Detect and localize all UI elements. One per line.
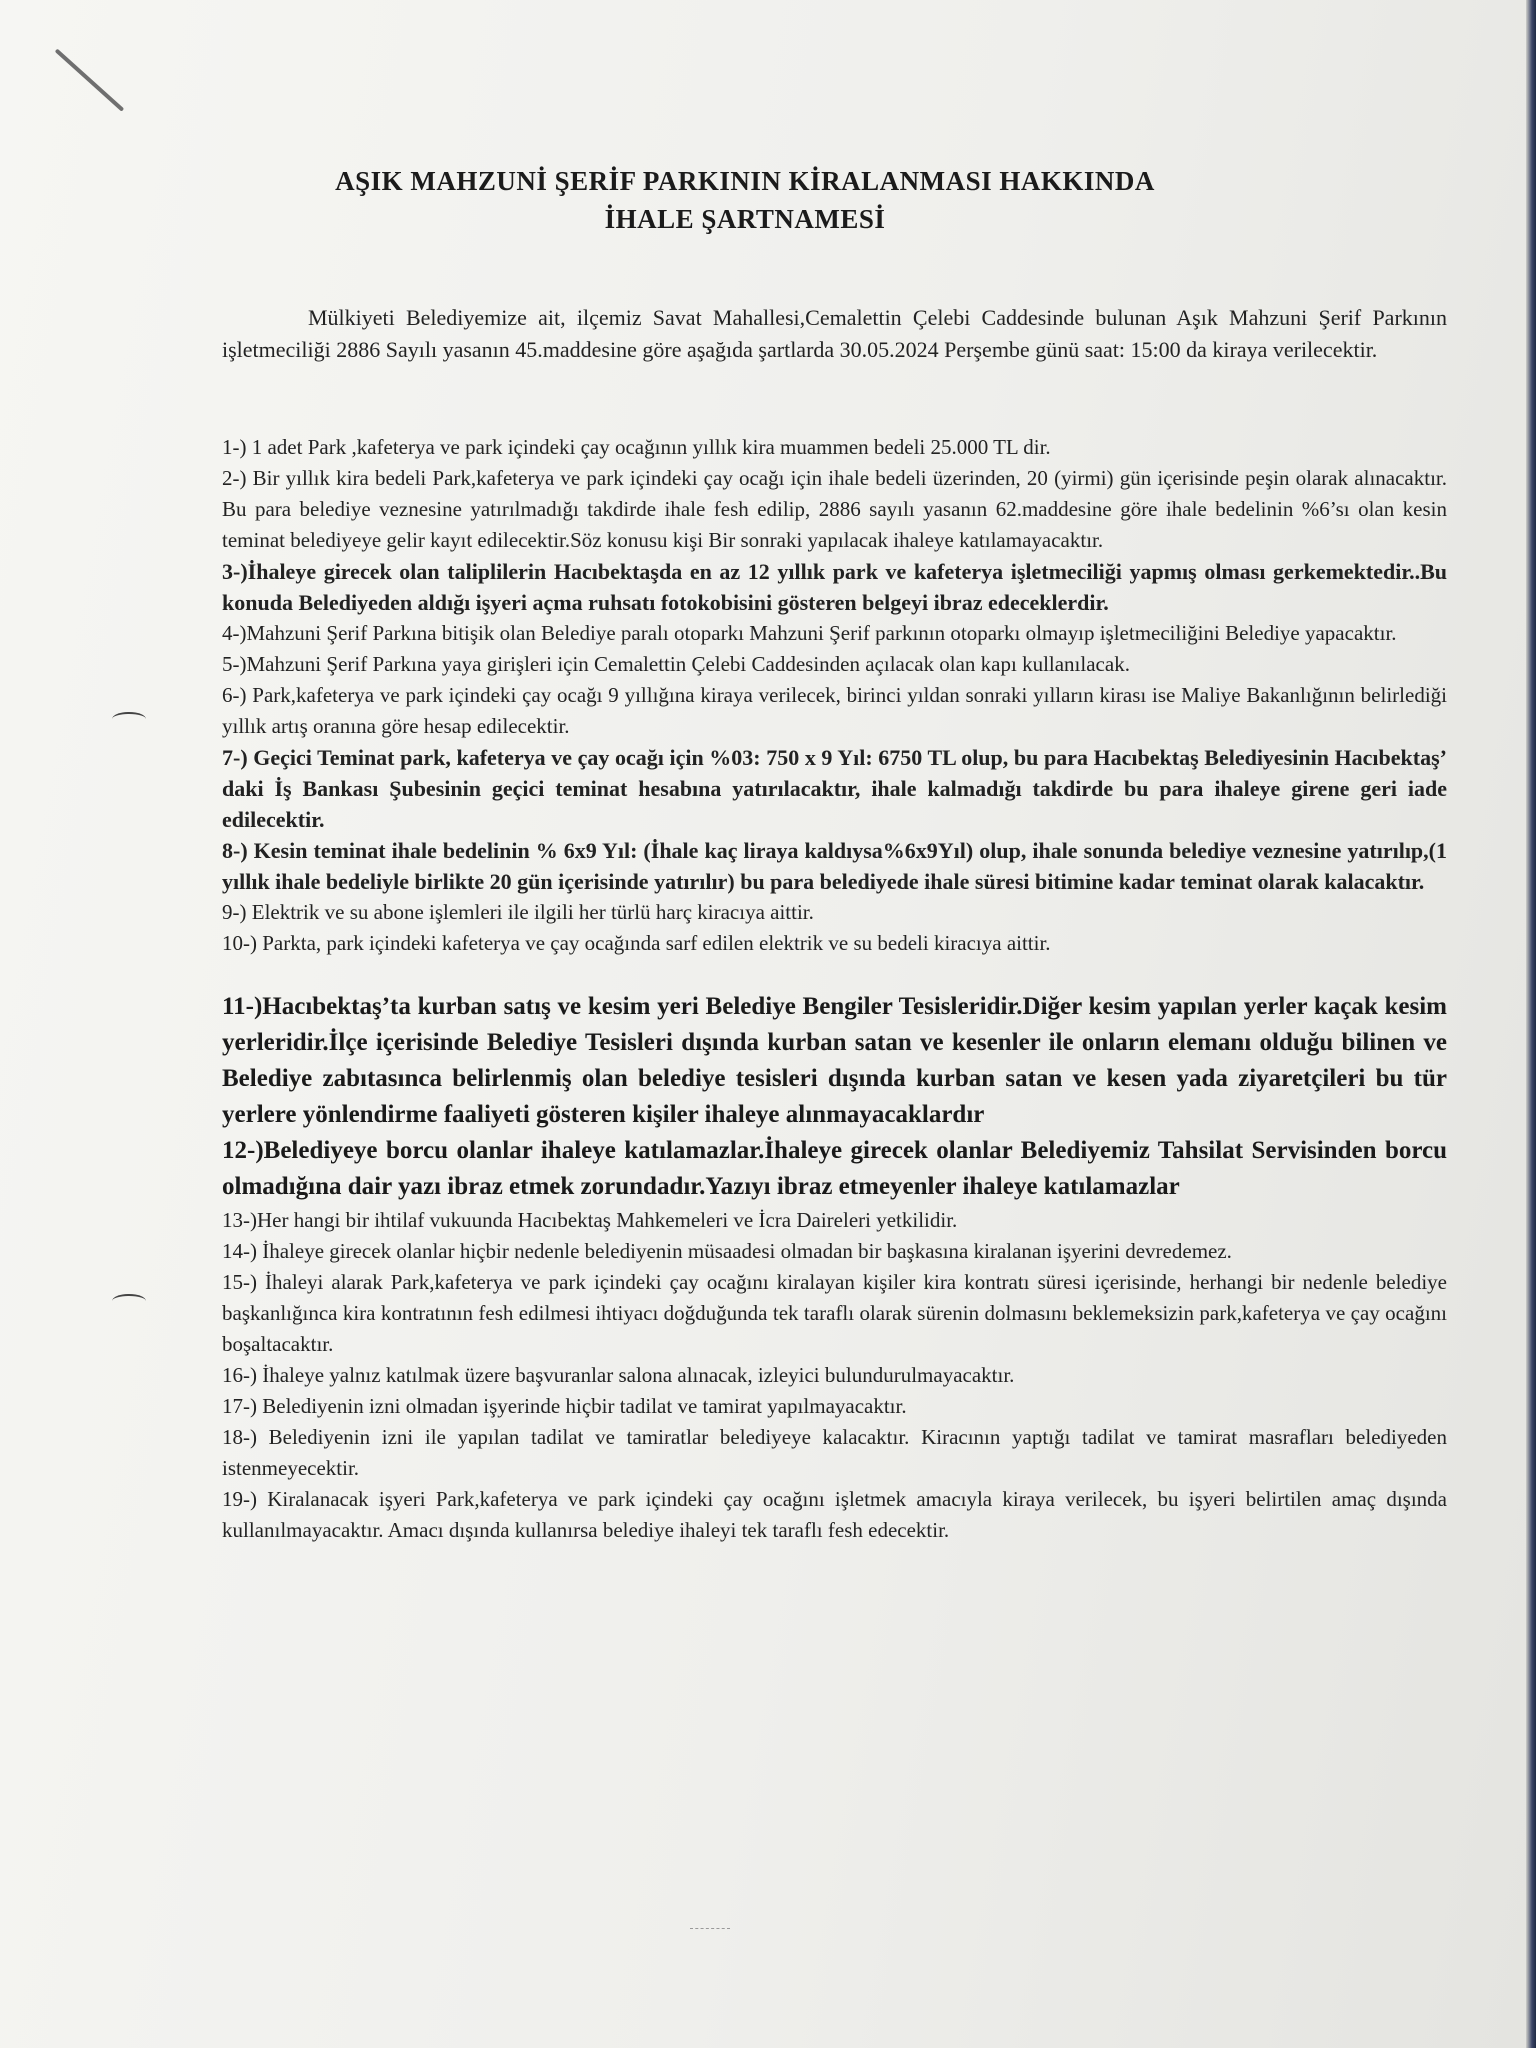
clause-10: 10-) Parkta, park içindeki kafeterya ve çay ocağında sarf edilen elektrik ve su bedeli kiracıya aittir. — [222, 931, 1051, 955]
clause-14: 14-) İhaleye girecek olanlar hiçbir nedenle belediyenin müsaadesi olmadan bir başkasına kiralanan işyerini devredemez. — [222, 1239, 1232, 1263]
clause-13: 13-)Her hangi bir ihtilaf vukuunda Hacıbektaş Mahkemeleri ve İcra Daireleri yetkilidir. — [222, 1208, 958, 1232]
clause-11: 11-)Hacıbektaş’ta kurban satış ve kesim yeri Belediye Bengiler Tesisleridir.Diğer kesim yapılan yerler kaçak kesim yerleridir.İlçe içerisinde Belediye Tesisleri dışında kurban satan ve kesenler ile onların elemanı olduğu bilinen ve Belediye zabıtasınca belirlenmiş olan belediye tesisleri dışında kurban satan ve kesen yada ziyaretçileri bu tür yerlere yönlendirme faaliyeti gösteren kişiler ihaleye alınmayacaklardır — [222, 993, 1447, 1128]
clause-1: 1-) 1 adet Park ,kafeterya ve park içindeki çay ocağının yıllık kira muammen bedeli 25.000 TL dir. — [222, 435, 1051, 459]
clause-17: 17-) Belediyenin izni olmadan işyerinde hiçbir tadilat ve tamirat yapılmayacaktır. — [222, 1394, 907, 1418]
footer-mark — [690, 1928, 730, 1929]
clause-16: 16-) İhaleye yalnız katılmak üzere başvuranlar salona alınacak, izleyici bulundurulmayacaktır. — [222, 1363, 1015, 1387]
clause-15: 15-) İhaleyi alarak Park,kafeterya ve park içindeki çay ocağını kiralayan kişiler kira kontratı süresi içerisinde, herhangi bir nedenle belediye başkanlığınca kira kontratının fesh edilmesi ihtiyacı doğduğunda tek taraflı olarak sürenin dolmasını beklemeksizin park,kafeterya ve çay ocağını boşaltacaktır. — [222, 1270, 1447, 1356]
clause-18: 18-) Belediyenin izni ile yapılan tadilat ve tamiratlar belediyeye kalacaktır. Kiracının yaptığı tadilat ve tamirat masrafları belediyeden istenmeyecektir. — [222, 1425, 1447, 1480]
clause-2: 2-) Bir yıllık kira bedeli Park,kafeterya ve park içindeki çay ocağı için ihale bedeli üzerinden, 20 (yirmi) gün içerisinde peşin olarak alınacaktır. Bu para belediye veznesine yatırılmadığı takdirde ihale fesh edilip, 2886 sayılı yasanın 62.maddesine göre ihale bedelinin %6’sı olan kesin teminat belediyeye gelir kayıt edilecektir.Söz konusu kişi Bir sonraki yapılacak ihaleye katılamayacaktır. — [222, 466, 1447, 552]
clause-9: 9-) Elektrik ve su abone işlemleri ile ilgili her türlü harç kiracıya aittir. — [222, 900, 814, 924]
punch-hole-mark — [112, 712, 146, 726]
title-line-2: İHALE ŞARTNAMESİ — [604, 204, 886, 234]
clause-19: 19-) Kiralanacak işyeri Park,kafeterya ve park içindeki çay ocağını işletmek amacıyla kiraya verilecek, bu işyeri belirtilen amaç dışında kullanılmayacaktır. Amacı dışında kullanırsa belediye ihaleyi tek taraflı fesh edecektir. — [222, 1487, 1447, 1542]
document-title — [200, 162, 1290, 238]
punch-hole-mark — [112, 1294, 146, 1308]
section-gap — [222, 959, 1447, 989]
clause-4: 4-)Mahzuni Şerif Parkına bitişik olan Belediye paralı otoparkı Mahzuni Şerif parkının otoparkı olmayıp işletmeciliğini Belediye yapacaktır. — [222, 621, 1397, 645]
intro-text: Mülkiyeti Belediyemize ait, ilçemiz Savat Mahallesi,Cemalettin Çelebi Caddesinde bulunan Aşık Mahzuni Şerif Parkının işletmeciliği 2886 Sayılı yasanın 45.maddesine göre aşağıda şartlarda 30.05.2024 Perşembe günü saat: 15:00 da kiraya verilecektir. — [222, 305, 1447, 362]
title-line-1: AŞIK MAHZUNİ ŞERİF PARKININ KİRALANMASI HAKKINDA — [335, 166, 1155, 196]
clause-12: 12-)Belediyeye borcu olanlar ihaleye katılamazlar.İhaleye girecek olanlar Belediyemiz Tahsilat Servisinden borcu olmadığına dair yazı ibraz etmek zorundadır.Yazıyı ibraz etmeyenler ihaleye katılamazlar — [222, 1137, 1447, 1200]
clause-8: 8-) Kesin teminat ihale bedelinin % 6x9 Yıl: (İhale kaç liraya kaldıysa%6x9Yıl) olup, ihale sonunda belediye veznesine yatırılıp,(1 yıllık ihale bedeliyle birlikte 20 gün içerisinde yatırılır) bu para belediyede ihale süresi bitimine kadar teminat olarak kalacaktır. — [222, 838, 1447, 894]
clause-6: 6-) Park,kafeterya ve park içindeki çay ocağı 9 yıllığına kiraya verilecek, birinci yıldan sonraki yılların kirası ise Maliye Bakanlığının belirlediği yıllık artış oranına göre hesap edilecektir. — [222, 683, 1447, 738]
clause-7: 7-) Geçici Teminat park, kafeterya ve çay ocağı için %03: 750 x 9 Yıl: 6750 TL olup, bu para Hacıbektaş Belediyesinin Hacıbektaş’ daki İş Bankası Şubesinin geçici teminat hesabına yatırılacaktır, ihale kalmadığı takdirde bu para ihaleye girene geri iade edilecektir. — [222, 745, 1447, 832]
intro-paragraph — [222, 302, 1447, 366]
staple-mark — [55, 49, 125, 112]
clause-5: 5-)Mahzuni Şerif Parkına yaya girişleri için Cemalettin Çelebi Caddesinden açılacak olan kapı kullanılacak. — [222, 652, 1130, 676]
clause-list — [222, 432, 1447, 1546]
clause-3: 3-)İhaleye girecek olan taliplilerin Hacıbektaşda en az 12 yıllık park ve kafeterya işletmeciliği yapmış olması gerkemektedir..Bu konuda Belediyeden aldığı işyeri açma ruhsatı fotokobisini gösteren belgeyi ibraz edeceklerdir. — [222, 559, 1447, 615]
page-edge — [1526, 0, 1536, 2048]
